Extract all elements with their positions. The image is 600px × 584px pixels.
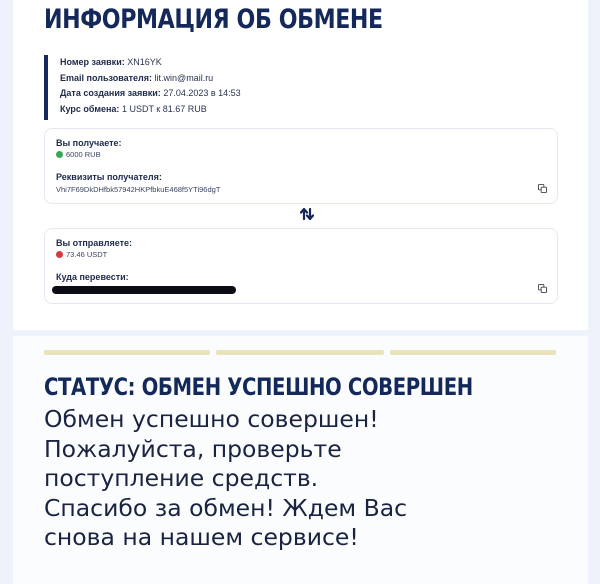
receive-label: Вы получаете:: [56, 138, 122, 148]
copy-icon[interactable]: [538, 184, 547, 193]
order-number-value: XN16YK: [127, 57, 162, 67]
progress-step-3: [390, 350, 556, 355]
progress-step-2: [216, 350, 384, 355]
copy-icon[interactable]: [538, 284, 547, 293]
send-amount: [56, 250, 107, 259]
recipient-details-label: Реквизиты получателя:: [56, 172, 162, 182]
send-amount-value: 73.46 USDT: [66, 250, 108, 259]
exchange-rate-label: Курс обмена:: [60, 103, 120, 114]
user-email-row: [60, 71, 241, 87]
exchange-rate-row: [60, 102, 241, 118]
usdt-currency-icon: [56, 251, 63, 258]
status-message: Обмен успешно совершен! Пожалуйста, проверьте поступление средств. Спасибо за обмен! Ждем Вас снова на нашем сервисе!: [44, 405, 408, 551]
order-number-row: [60, 55, 241, 71]
recipient-details-value: Vhi7F69DkDHfbk57942HKPfbkuE468f5YTi96dgT: [56, 185, 221, 194]
user-email-value: lit.win@mail.ru: [154, 72, 214, 83]
page-title: ИНФОРМАЦИЯ ОБ ОБМЕНЕ: [44, 4, 383, 35]
user-email-label: Email пользователя:: [60, 72, 153, 83]
created-date-label: Дата создания заявки:: [60, 88, 161, 98]
order-info: [44, 55, 241, 120]
exchange-rate-value: 1 USDT к 81.67 RUB: [121, 103, 207, 114]
swap-arrows-icon[interactable]: [300, 207, 314, 221]
order-number-label: Номер заявки:: [60, 57, 125, 67]
rub-currency-icon: [56, 151, 63, 158]
progress-step-1: [44, 350, 210, 355]
receive-amount: [56, 150, 101, 159]
send-label: Вы отправляете:: [56, 238, 132, 248]
created-date-value: 27.04.2023 в 14:53: [163, 88, 241, 98]
status-title: СТАТУС: ОБМЕН УСПЕШНО СОВЕРШЕН: [44, 373, 473, 401]
created-date-row: [60, 86, 241, 102]
receive-panel: [44, 128, 558, 204]
destination-label: Куда перевести:: [56, 272, 129, 282]
redacted-destination-address: [52, 286, 236, 294]
receive-amount-value: 6000 RUB: [66, 150, 101, 159]
